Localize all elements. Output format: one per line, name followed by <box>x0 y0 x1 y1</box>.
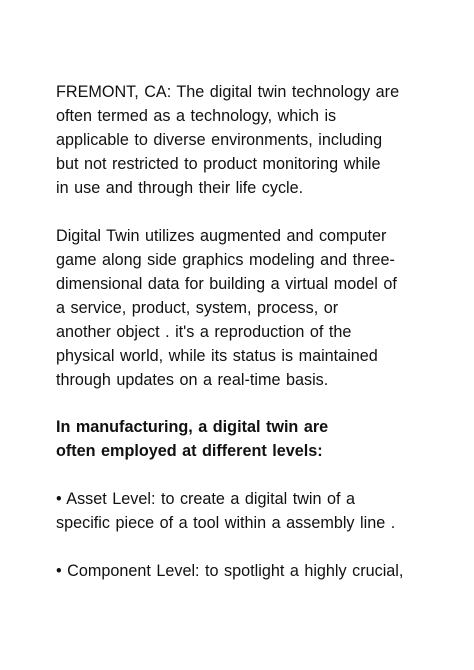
text-line: but not restricted to product monitoring while <box>56 155 381 173</box>
heading-line: often employed at different levels: <box>56 441 323 460</box>
paragraph-intro <box>56 80 456 200</box>
section-heading <box>56 416 456 463</box>
text-line: • Asset Level: to create a digital twin of a <box>56 490 356 508</box>
paragraph-definition <box>56 224 456 392</box>
bullet-component-level <box>56 559 456 583</box>
text-line: Digital Twin utilizes augmented and computer <box>56 227 387 245</box>
text-line: FREMONT, CA: The digital twin technology are <box>56 83 400 101</box>
text-line: specific piece of a tool within a assembly line . <box>56 514 396 532</box>
text-line: physical world, while its status is maintained <box>56 347 378 365</box>
text-line: through updates on a real-time basis. <box>56 371 329 389</box>
heading-line: In manufacturing, a digital twin are <box>56 418 329 436</box>
text-line: • Component Level: to spotlight a highly crucial, <box>56 562 404 580</box>
bullet-asset-level <box>56 487 456 535</box>
text-line: another object . it's a reproduction of the <box>56 323 352 341</box>
text-line: game along side graphics modeling and three- <box>56 251 395 269</box>
document-page <box>56 80 456 607</box>
text-line: often termed as a technology, which is <box>56 107 337 125</box>
text-line: applicable to diverse environments, including <box>56 131 383 149</box>
text-line: in use and through their life cycle. <box>56 179 304 197</box>
text-line: dimensional data for building a virtual model of <box>56 275 397 293</box>
text-line: a service, product, system, process, or <box>56 299 339 317</box>
